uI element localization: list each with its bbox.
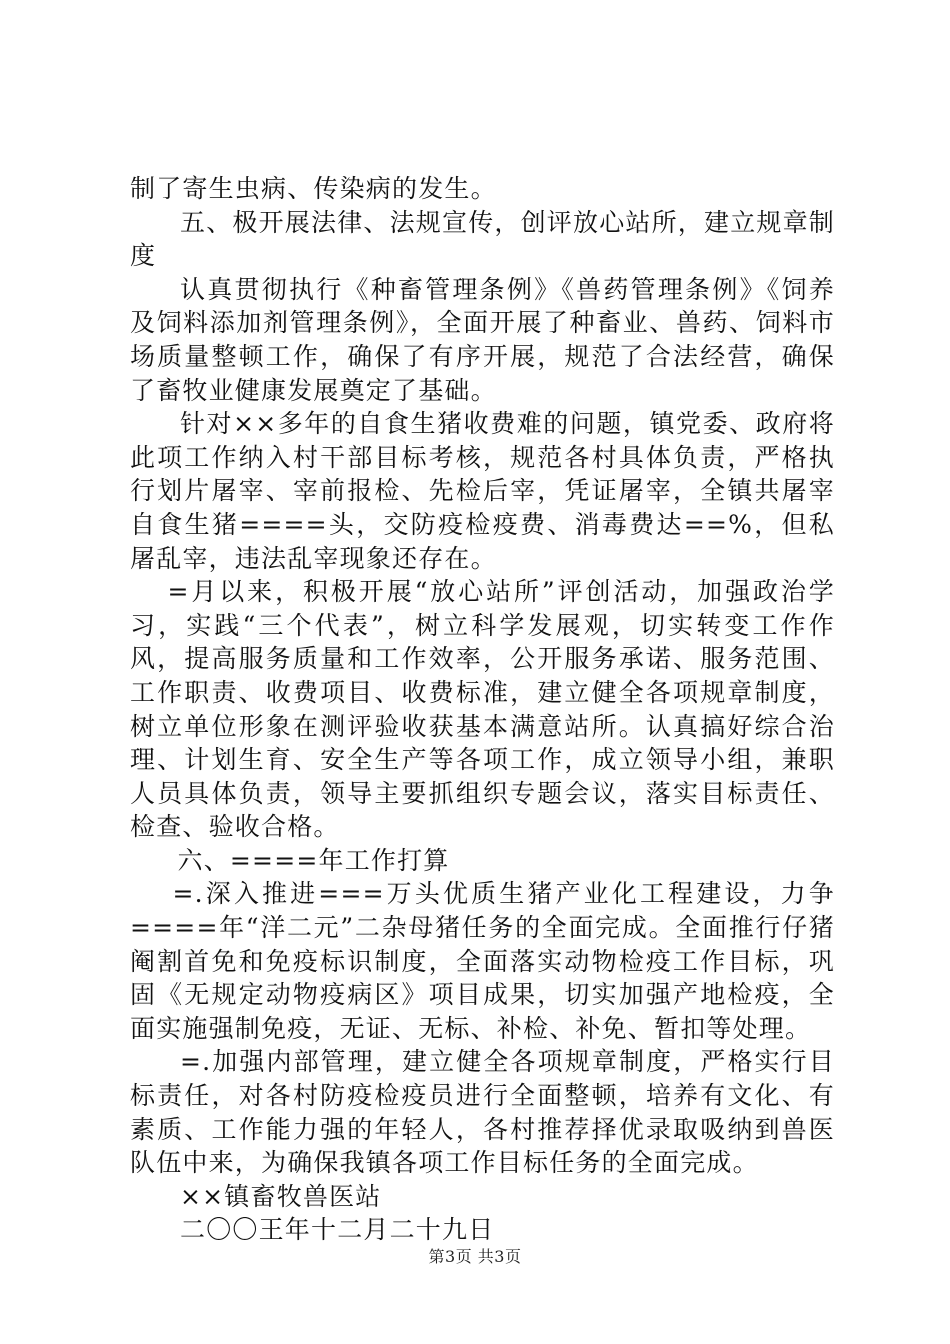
paragraph-slaughter: 针对××多年的自食生猪收费难的问题，镇党委、政府将此项工作纳入村干部目标考核，规范各村具体负责，严格执行划片屠宰、宰前报检、先检后宰，凭证屠宰，全镇共屠宰自食生猪====头，交防疫检疫费、消毒费达==%，但私屠乱宰，违法乱宰现象还存在。 [130, 409, 835, 573]
plan-item-one: =.深入推进===万头优质生猪产业化工程建设，力争====年“洋二元”二杂母猪任务的全面完成。全面推行仔猪阉割首免和免疫标识制度，全面落实动物检疫工作目标，巩固《无规定动物疫病区》项目成果，切实加强产地检疫，全面实施强制免疫，无证、无标、补检、补免、暂扣等处理。 [130, 879, 835, 1043]
section-heading-six: 六、====年工作打算 [177, 845, 450, 875]
section-heading-five: 五、极开展法律、法规宣传，创评放心站所，建立规章制度 [130, 207, 836, 271]
plan-item-two: =.加强内部管理，建立健全各项规章制度，严格实行目标责任，对各村防疫检疫员进行全面整顿，培养有文化、有素质、工作能力强的年轻人，各村推荐择优录取吸纳到兽医队伍中来，为确保我镇各项工作目标任务的全面完成。 [130, 1047, 835, 1178]
document-body [130, 172, 835, 1247]
page-footer: 第3页 共3页 [428, 1247, 522, 1266]
paragraph-assessment: =月以来，积极开展“放心站所”评创活动，加强政治学习，实践“三个代表”，树立科学发展观，切实转变工作作风，提高服务质量和工作效率，公开服务承诺、服务范围、工作职责、收费项目、收费标准，建立健全各项规章制度，树立单位形象在测评验收获基本满意站所。认真搞好综合治理、计划生育、安全生产等各项工作，成立领导小组，兼职人员具体负责，领导主要抓组织专题会议，落实目标责任、检查、验收合格。 [130, 577, 835, 842]
paragraph-continuation: 制了寄生虫病、传染病的发生。 [130, 174, 497, 203]
signature-organization: ××镇畜牧兽医站 [180, 1181, 382, 1211]
paragraph-regulations: 认真贯彻执行《种畜管理条例》《兽药管理条例》《饲养及饲料添加剂管理条例》，全面开展了种畜业、兽药、饲料市场质量整顿工作，确保了有序开展，规范了合法经营，确保了畜牧业健康发展奠定了基础。 [130, 274, 835, 405]
signature-date: 二〇〇王年十二月二十九日 [180, 1215, 495, 1245]
